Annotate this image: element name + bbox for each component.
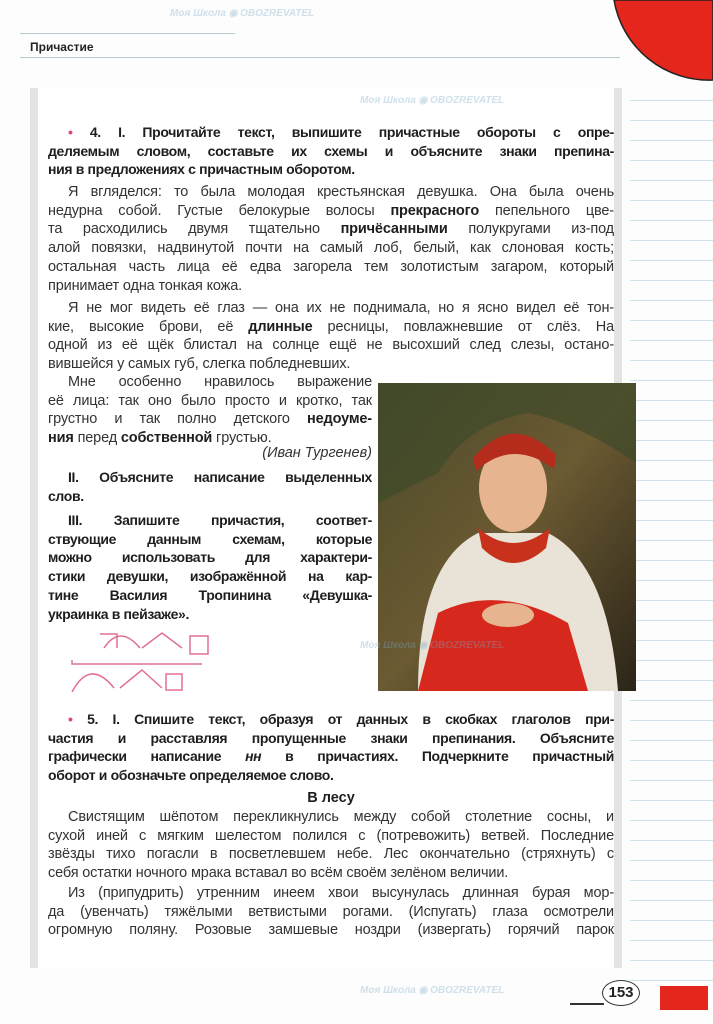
text-segment: III. Запишите причастия, соответ-: [68, 512, 372, 528]
text-paragraph-1: [48, 183, 614, 295]
margin-line: [630, 780, 713, 781]
text-line: [48, 487, 372, 506]
margin-line: [630, 220, 713, 221]
margin-line: [630, 860, 713, 861]
text-segment: частия и расставляя пропущенные знаки препинания. Объясните: [48, 729, 614, 746]
task-4-part-2: [48, 468, 372, 505]
margin-line: [630, 520, 713, 521]
text-segment: перед: [73, 430, 121, 447]
text-segment: недурна собой. Густые белокурые волосы: [48, 202, 391, 219]
margin-line: [630, 200, 713, 201]
text-line: [48, 392, 372, 411]
text-line: [48, 220, 614, 239]
margin-line: [630, 740, 713, 741]
text-line: [48, 747, 614, 766]
margin-line: [630, 260, 713, 261]
text-segment: та расходились двумя тщательно: [48, 221, 341, 238]
text-segment: кие, высокие брови, её: [48, 318, 249, 335]
text-line: [48, 921, 614, 940]
text-segment: Из (припудрить) утренним инеем хвои высунулась длинная бурая мор-: [68, 885, 614, 901]
margin-line: [630, 400, 713, 401]
word-schemes: [70, 630, 220, 692]
text-line: [48, 808, 614, 827]
text-line: [48, 567, 372, 586]
margin-line: [630, 120, 713, 121]
text-segment: грустно и так полно детского: [48, 411, 307, 428]
text-segment: ствующие данным схемам, которые: [48, 530, 372, 547]
text-segment: звёзды тихо погасли в посветлевшем небе. Лес окончательно (стряхнуть) с: [48, 846, 614, 863]
scheme-1: [72, 633, 208, 664]
margin-line: [630, 660, 713, 661]
text-line: [48, 884, 614, 903]
text-segment: нн: [245, 748, 262, 765]
text-segment: Я не мог видеть её глаз — она их не поднимала, но я ясно видел её тон-: [68, 300, 614, 316]
task-4-instructions: [48, 123, 614, 179]
watermark: Моя Школа ◉ OBOZREVATEL: [170, 8, 315, 19]
section-title: Причастие: [30, 40, 94, 54]
highlighted-word: прекрасного: [390, 202, 480, 219]
text-segment: остальная часть лица её едва загорела тем золотистым загаром, который: [48, 258, 614, 275]
text-line: [48, 142, 614, 161]
text-segment: 5. I. Спишите текст, образуя от данных в скобках глаголов при-: [87, 711, 615, 727]
text-segment: украинка в пейзаже».: [48, 605, 189, 622]
text-segment: можно использовать для характери-: [48, 549, 372, 566]
margin-line: [630, 940, 713, 941]
text-segment: огромную поляну. Розовые замшевые ноздри (извергать) горячий парок: [48, 922, 614, 939]
corner-red-tab: [660, 986, 708, 1010]
margin-line: [630, 440, 713, 441]
text-line: [48, 586, 372, 605]
margin-line: [630, 900, 713, 901]
highlighted-word: ния: [48, 430, 74, 447]
header-rule-bottom: [20, 57, 620, 58]
text-segment: вившейся у самых губ, слегка побледневших.: [48, 356, 351, 373]
text-segment: её лица: так оно было просто и кротко, так: [48, 392, 372, 409]
text-line: [48, 710, 614, 729]
text-line: [48, 336, 614, 355]
watermark: Моя Школа ◉ OBOZREVATEL: [360, 985, 505, 996]
text-line: [48, 160, 614, 179]
story-paragraph-1: [48, 808, 614, 883]
text-line: [48, 511, 372, 530]
text-segment: ресницы, повлажневшие от слёз. На: [312, 318, 614, 335]
margin-line: [630, 600, 713, 601]
margin-line: [630, 560, 713, 561]
text-line: [48, 373, 372, 392]
margin-line: [630, 880, 713, 881]
margin-line: [630, 920, 713, 921]
watermark: Моя Школа ◉ OBOZREVATEL: [360, 640, 505, 651]
text-line: [48, 827, 614, 846]
text-segment: Мне особенно нравилось выражение: [68, 374, 372, 390]
text-line: [48, 318, 614, 337]
text-line: [48, 258, 614, 277]
watermark: Моя Школа ◉ OBOZREVATEL: [360, 95, 505, 106]
margin-line: [630, 320, 713, 321]
margin-line: [630, 340, 713, 341]
task-4-part-3: [48, 511, 372, 623]
margin-line: [630, 820, 713, 821]
margin-line: [630, 460, 713, 461]
margin-line: [630, 420, 713, 421]
text-segment: тине Василия Тропинина «Девушка-: [48, 586, 372, 603]
margin-line: [630, 160, 713, 161]
margin-line: [630, 180, 713, 181]
text-line: [48, 903, 614, 922]
highlighted-word: недоуме-: [307, 411, 372, 428]
text-line: [48, 530, 372, 549]
bullet-marker: •: [68, 711, 88, 727]
text-segment: одной из её щёк блистал на солнце ещё не высохший след слезы, остано-: [48, 337, 614, 354]
text-line: [48, 845, 614, 864]
text-line: [48, 299, 614, 318]
highlighted-word: собственной: [120, 430, 213, 447]
page-number-rule: [570, 1003, 604, 1005]
margin-line: [630, 360, 713, 361]
margin-line: [630, 840, 713, 841]
text-segment: ния в предложениях с причастным оборотом.: [48, 161, 355, 178]
margin-line: [630, 300, 713, 301]
text-segment: пепельного цве-: [479, 202, 614, 219]
author-attribution: (Иван Тургенев): [262, 445, 372, 461]
task-5-instructions: [48, 710, 614, 785]
text-segment: 4. I. Прочитайте текст, выпишите причастные обороты с опре-: [89, 124, 614, 140]
text-paragraph-2: [48, 299, 614, 374]
margin-line: [630, 500, 713, 501]
header-rule-top: [20, 33, 235, 34]
text-segment: стики девушки, изображённой на кар-: [48, 568, 372, 585]
text-line: [48, 183, 614, 202]
page-number: 153: [602, 980, 640, 1006]
margin-line: [630, 960, 713, 961]
highlighted-word: длинные: [248, 318, 313, 335]
text-line: [48, 468, 372, 487]
story-paragraph-2: [48, 884, 614, 940]
corner-red-circle: [606, 0, 713, 90]
margin-line: [630, 720, 713, 721]
margin-line: [630, 800, 713, 801]
text-line: [48, 864, 614, 883]
text-line: [48, 605, 372, 624]
text-segment: себя остатки ночного мрака вставал во всём своём зелёном величии.: [48, 865, 509, 882]
margin-line: [630, 280, 713, 281]
text-segment: слов.: [48, 487, 84, 504]
text-line: [48, 766, 614, 785]
text-segment: да (увенчать) тяжёлыми ветвистыми рогами. (Испугать) глаза осмотрели: [48, 903, 614, 920]
text-line: [48, 239, 614, 258]
scheme-2: [72, 670, 182, 692]
text-line: [48, 410, 372, 429]
margin-line: [630, 380, 713, 381]
text-line: [48, 548, 372, 567]
highlighted-word: причёсанными: [340, 221, 448, 238]
text-segment: деляемым словом, составьте их схемы и объясните знаки препина-: [48, 142, 614, 159]
text-segment: Свистящим шёпотом перекликнулись между собой столетние сосны, и: [68, 809, 614, 825]
text-line: [48, 123, 614, 142]
text-segment: полукругами из-под: [447, 221, 614, 238]
margin-line: [630, 760, 713, 761]
margin-line: [630, 580, 713, 581]
story-title: В лесу: [307, 790, 355, 806]
text-segment: в причастиях. Подчеркните причастный: [261, 748, 614, 765]
text-segment: принимает одна тонкая кожа.: [48, 277, 243, 294]
margin-line: [630, 540, 713, 541]
margin-line: [630, 700, 713, 701]
text-line: [48, 277, 614, 296]
margin-line: [630, 100, 713, 101]
margin-line: [630, 240, 713, 241]
text-line: [48, 202, 614, 221]
margin-line: [630, 140, 713, 141]
text-segment: сухой иней с мягким шелестом полился с (потревожить) ветвей. Последние: [48, 827, 614, 844]
text-line: [48, 729, 614, 748]
margin-line: [630, 640, 713, 641]
text-paragraph-3: [48, 373, 372, 448]
text-segment: II. Объясните написание выделенных: [68, 469, 372, 485]
margin-line: [630, 680, 713, 681]
text-line: [48, 355, 614, 374]
text-segment: алой повязки, надвинутой почти на самый лоб, белый, как слоновая кость;: [48, 240, 614, 257]
text-segment: графически написание: [48, 748, 246, 765]
margin-line: [630, 480, 713, 481]
text-segment: Я вгляделся: то была молодая крестьянская девушка. Она была очень: [68, 184, 614, 200]
text-segment: грустью.: [212, 430, 272, 447]
text-segment: оборот и обозначьте определяемое слово.: [48, 767, 334, 784]
bullet-marker: •: [68, 124, 90, 140]
margin-line: [630, 620, 713, 621]
margin-line: [630, 980, 713, 981]
